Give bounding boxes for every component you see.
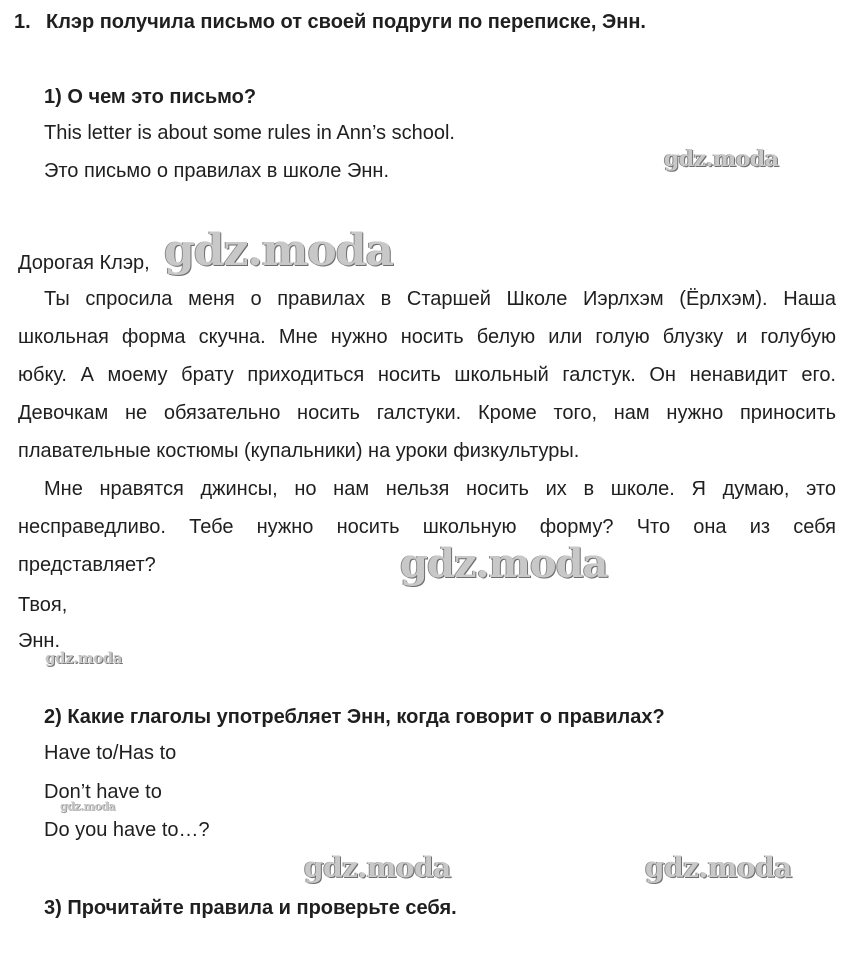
question-1-heading: 1) О чем это письмо? (44, 86, 257, 108)
watermark: gdz.moda (304, 851, 451, 884)
question-2-item-3: Do you have to…? (44, 819, 210, 841)
watermark: gdz.moda (645, 851, 792, 884)
letter-p2-line-2: несправедливо. Тебе нужно носить школьную форму? Что она из себя (18, 516, 836, 538)
letter-p1-line-2: школьная форма скучна. Мне нужно носить белую или голую блузку и голубую (18, 326, 836, 348)
letter-p1-line-3: юбку. А моему брату приходиться носить школьный галстук. Он ненавидит его. (18, 364, 836, 386)
watermark: gdz.moda (45, 649, 122, 667)
watermark: gdz.moda (664, 146, 779, 172)
question-2-heading: 2) Какие глаголы употребляет Энн, когда говорит о правилах? (44, 706, 665, 728)
question-1-answer-ru: Это письмо о правилах в школе Энн. (44, 160, 389, 182)
letter-p1-line-4: Девочкам не обязательно носить галстуки. Кроме того, нам нужно приносить (18, 402, 836, 424)
letter-p1-line-1: Ты спросила меня о правилах в Старшей Школе Иэрлхэм (Ёрлхэм). Наша (44, 288, 836, 310)
letter-p1-line-5: плавательные костюмы (купальники) на уроки физкультуры. (18, 440, 580, 462)
question-1-answer-en: This letter is about some rules in Ann’s school. (44, 122, 455, 144)
letter-closing: Твоя, (18, 594, 68, 616)
letter-p2-line-1: Мне нравятся джинсы, но нам нельзя носить их в школе. Я думаю, это (44, 478, 836, 500)
watermark: gdz.moda (164, 225, 394, 276)
watermark: gdz.moda (60, 800, 116, 813)
letter-greeting: Дорогая Клэр, (18, 252, 150, 274)
letter-p2-line-3: представляет? (18, 554, 156, 576)
watermark: gdz.moda (400, 540, 608, 587)
letter-signature: Энн. (18, 630, 61, 652)
question-2-item-1: Have to/Has to (44, 742, 177, 764)
question-2-item-2: Don’t have to (44, 781, 162, 803)
task-number: 1. (14, 11, 31, 33)
question-3-heading: 3) Прочитайте правила и проверьте себя. (44, 897, 457, 919)
task-title: Клэр получила письмо от своей подруги по переписке, Энн. (46, 11, 646, 33)
